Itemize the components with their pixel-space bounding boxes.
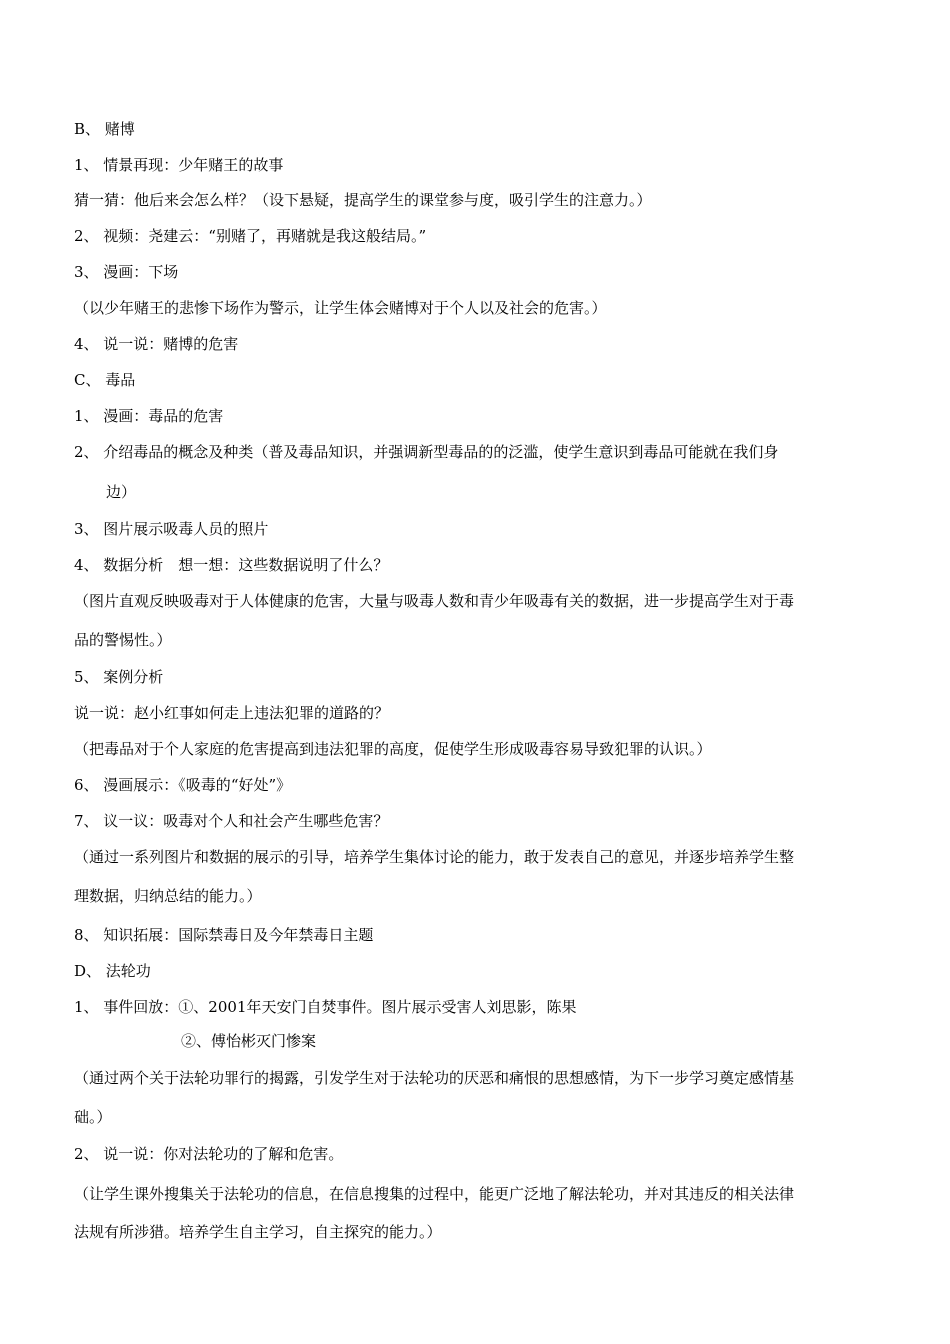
- section-heading-falungong: D、 法轮功: [74, 962, 151, 980]
- note-paragraph-continuation: 法规有所涉猎。培养学生自主学习，自主探究的能力。）: [74, 1223, 442, 1241]
- note-paragraph-continuation: 理数据，归纳总结的能力。）: [74, 887, 262, 905]
- list-item: 4、 数据分析 想一想：这些数据说明了什么？: [74, 556, 389, 574]
- list-item: 6、 漫画展示：《吸毒的“好处”》: [74, 776, 292, 794]
- note-paragraph: （以少年赌王的悲惨下场作为警示，让学生体会赌博对于个人以及社会的危害。）: [74, 299, 607, 317]
- note-paragraph-continuation: 础。）: [74, 1108, 112, 1126]
- note-paragraph: （图片直观反映吸毒对于人体健康的危害，大量与吸毒人数和青少年吸毒有关的数据，进一步提高学生对于毒: [74, 592, 795, 610]
- list-item: 2、 介绍毒品的概念及种类（普及毒品知识，并强调新型毒品的的泛滥，使学生意识到毒品可能就在我们身: [74, 443, 779, 461]
- list-item: 5、 案例分析: [74, 668, 164, 686]
- paragraph: 猜一猜：他后来会怎么样？（设下悬疑，提高学生的课堂参与度，吸引学生的注意力。）: [74, 191, 652, 209]
- list-item: 8、 知识拓展：国际禁毒日及今年禁毒日主题: [74, 926, 374, 944]
- sub-list-item: ②、傅怡彬灭门惨案: [181, 1032, 317, 1050]
- list-item: 3、 图片展示吸毒人员的照片: [74, 520, 269, 538]
- paragraph: 说一说：赵小红事如何走上违法犯罪的道路的？: [74, 704, 390, 722]
- list-item: 1、 情景再现：少年赌王的故事: [74, 156, 284, 174]
- list-item: 4、 说一说：赌博的危害: [74, 335, 239, 353]
- list-item-continuation: 边）: [106, 483, 137, 501]
- section-heading-gambling: B、 赌博: [74, 120, 135, 138]
- list-item: 2、 视频：尧建云：“别赌了，再赌就是我这般结局。”: [74, 227, 427, 245]
- list-item: 7、 议一议：吸毒对个人和社会产生哪些危害？: [74, 812, 389, 830]
- note-paragraph: （通过一系列图片和数据的展示的引导，培养学生集体讨论的能力，敢于发表自己的意见，并逐步培养学生整: [74, 848, 795, 866]
- note-paragraph: （让学生课外搜集关于法轮功的信息，在信息搜集的过程中，能更广泛地了解法轮功，并对其违反的相关法律: [74, 1185, 795, 1203]
- note-paragraph: （把毒品对于个人家庭的危害提高到违法犯罪的高度，促使学生形成吸毒容易导致犯罪的认识。）: [74, 740, 712, 758]
- list-item: 3、 漫画：下场: [74, 263, 179, 281]
- section-heading-drugs: C、 毒品: [74, 371, 136, 389]
- list-item: 1、 漫画：毒品的危害: [74, 407, 224, 425]
- list-item: 2、 说一说：你对法轮功的了解和危害。: [74, 1145, 344, 1163]
- list-item: 1、 事件回放：①、2001年天安门自焚事件。图片展示受害人刘思影，陈果: [74, 998, 577, 1016]
- note-paragraph-continuation: 品的警惕性。）: [74, 631, 172, 649]
- note-paragraph: （通过两个关于法轮功罪行的揭露，引发学生对于法轮功的厌恶和痛恨的思想感情，为下一步学习奠定感情基: [74, 1069, 795, 1087]
